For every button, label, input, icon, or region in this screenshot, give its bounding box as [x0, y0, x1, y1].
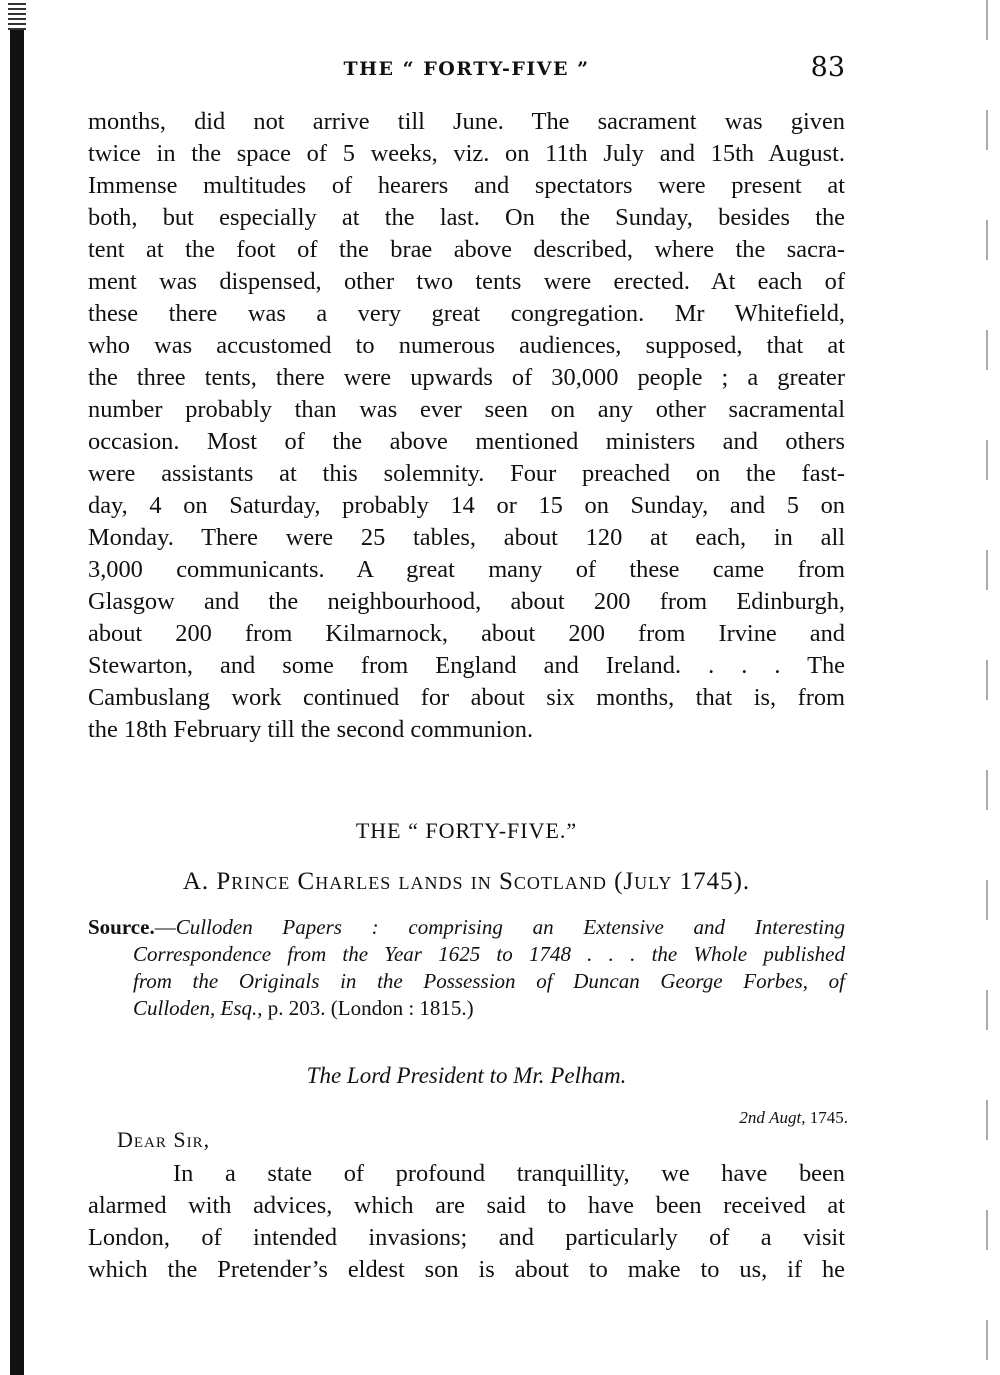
- body-line: the three tents, there were upwards of 30,000 people ; a greater: [88, 364, 845, 391]
- page-number: 83: [810, 52, 845, 83]
- body-line: twice in the space of 5 weeks, viz. on 11th July and 15th August.: [88, 140, 845, 167]
- source-label: Source.: [88, 915, 155, 939]
- body-line: months, did not arrive till June. The sacrament was given: [88, 108, 845, 135]
- source-line-3: from the Originals in the Possession of Duncan George Forbes, of: [133, 969, 845, 993]
- body-line: these there was a very great congregation. Mr Whitefield,: [88, 300, 845, 327]
- scan-binding-edge: [10, 30, 24, 1375]
- running-head: [88, 52, 845, 96]
- letter-date: [739, 1108, 848, 1128]
- body-line: occasion. Most of the above mentioned ministers and others: [88, 428, 845, 455]
- source-line-2: Correspondence from the Year 1625 to 1748 . . . the Whole published: [133, 942, 845, 966]
- letter-date-month: Augt,: [769, 1108, 806, 1127]
- letter-date-day: 2nd: [739, 1108, 765, 1127]
- body-line: both, but especially at the last. On the Sunday, besides the: [88, 204, 845, 231]
- source-line-4: [88, 995, 845, 1022]
- source-title-1: Culloden Papers : comprising an Extensive and Interesting: [175, 915, 845, 939]
- body-line: the 18th February till the second communion.: [88, 716, 534, 743]
- body-paragraph: [88, 106, 845, 746]
- body-line: about 200 from Kilmarnock, about 200 from Irvine and: [88, 620, 845, 647]
- body-line: ment was dispensed, other two tents were erected. At each of: [88, 268, 845, 295]
- letter-line: In a state of profound tranquillity, we have been: [173, 1160, 845, 1187]
- letter-title: The Lord President to Mr. Pelham.: [306, 1063, 627, 1088]
- letter-line: alarmed with advices, which are said to have been received at: [88, 1192, 845, 1219]
- body-line: were assistants at this solemnity. Four preached on the fast-: [88, 460, 845, 487]
- letter-line: which the Pretender’s eldest son is about to make to us, if he: [88, 1256, 845, 1283]
- body-line: Immense multitudes of hearers and spectators were present at: [88, 172, 845, 199]
- letter-line: London, of intended invasions; and particularly of a visit: [88, 1224, 845, 1251]
- section-subheading: A. Prince Charles lands in Scotland (July 1745).: [182, 868, 751, 895]
- scan-shadow-top: [8, 0, 26, 30]
- section-heading: THE “ FORTY-FIVE.”: [355, 818, 578, 843]
- body-line: Monday. There were 25 tables, about 120 at each, in all: [88, 524, 845, 551]
- letter-salutation: Dear Sir,: [117, 1127, 211, 1152]
- body-line: number probably than was ever seen on any other sacramental: [88, 396, 845, 423]
- body-line: Glasgow and the neighbourhood, about 200 from Edinburgh,: [88, 588, 845, 615]
- body-line: Cambuslang work continued for about six months, that is, from: [88, 684, 845, 711]
- body-line: 3,000 communicants. A great many of these came from: [88, 556, 845, 583]
- source-dash: —: [154, 915, 176, 939]
- running-title: THE “ FORTY-FIVE ”: [343, 58, 590, 80]
- letter-date-year: 1745.: [809, 1108, 848, 1127]
- body-line: who was accustomed to numerous audiences, supposed, that at: [88, 332, 845, 359]
- body-line: tent at the foot of the brae above described, where the sacra-: [88, 236, 845, 263]
- source-publication: , p. 203. (London : 1815.): [257, 996, 474, 1020]
- body-line: day, 4 on Saturday, probably 14 or 15 on Sunday, and 5 on: [88, 492, 845, 519]
- source-line-1: [88, 914, 845, 941]
- scan-right-edge: [986, 0, 988, 1375]
- letter-body: [88, 1158, 845, 1286]
- source-citation: [88, 914, 845, 1022]
- source-title-end: Culloden, Esq.: [133, 996, 258, 1020]
- body-line: Stewarton, and some from England and Ireland. . . . The: [88, 652, 845, 679]
